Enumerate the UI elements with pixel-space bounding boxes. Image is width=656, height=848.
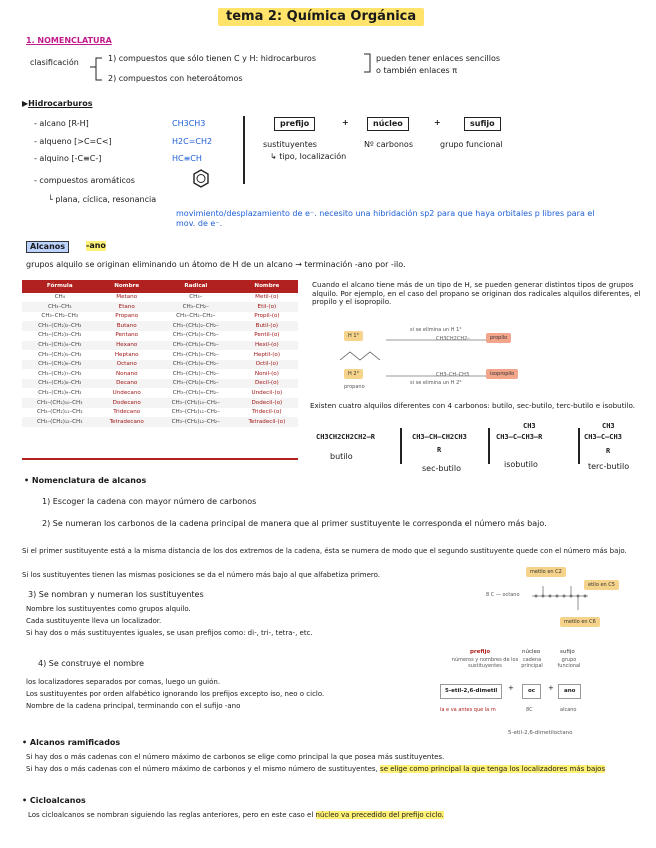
table-row bbox=[22, 369, 298, 379]
table-row bbox=[22, 302, 298, 312]
section-heading-nomenclatura: 1. NOMENCLATURA bbox=[26, 36, 112, 45]
divider-line bbox=[243, 116, 245, 184]
table-cell: Etano bbox=[98, 302, 156, 312]
octane-chain-icon bbox=[530, 582, 590, 618]
isopropilo-formula: CH3–CH–CH3 bbox=[436, 372, 470, 378]
ramificados-line-2b: se elige como principal la que tenga los localizadores más bajos bbox=[380, 765, 606, 773]
nd-box-sufijo: ano bbox=[558, 684, 581, 699]
classif-label: clasificación bbox=[30, 58, 79, 67]
hidrocarburos-label: Hidrocarburos bbox=[28, 99, 93, 108]
table-cell: CH₃–(CH₂)₃–CH₃ bbox=[38, 332, 82, 339]
table-row bbox=[22, 321, 298, 331]
table-cell: Dodecil-(o) bbox=[236, 398, 298, 408]
table-cell: CH₃– bbox=[189, 294, 203, 301]
table-cell: Pentano bbox=[115, 332, 139, 339]
step-3-note-1: Nombre los sustituyentes como grupos alquilo. bbox=[26, 605, 191, 613]
propilo-tag: propilo bbox=[486, 333, 511, 343]
table-cell: Decano bbox=[98, 379, 156, 389]
table-cell: Tetradecil-(o) bbox=[236, 417, 298, 427]
table-cell: Tridecano bbox=[113, 409, 141, 416]
table-cell: CH₃–(CH₂)₄–CH₂– bbox=[156, 341, 236, 351]
table-row bbox=[22, 388, 298, 398]
table-body bbox=[22, 293, 298, 427]
nd-prefijo: prefijo bbox=[470, 649, 491, 655]
table-header-cell: Nombre bbox=[98, 280, 156, 293]
butyl-divider-1 bbox=[400, 428, 402, 464]
aromaticos-note: movimiento/desplazamiento de e⁻. necesito una hibridación sp2 para que haya orbitales p libres para el mov. de e⁻. bbox=[176, 209, 595, 228]
etilo-c5-tag: etilo en C5 bbox=[584, 580, 619, 590]
nd-nucleo: núcleo bbox=[522, 649, 541, 655]
nd-sufijo: sufijo bbox=[560, 649, 575, 655]
table-cell: CH₄ bbox=[54, 294, 65, 301]
step-4: 4) Se construye el nombre bbox=[38, 659, 145, 668]
step-3: 3) Se nombran y numeran los sustituyentes bbox=[28, 590, 204, 599]
table-cell: CH₃–(CH₂)₁₁–CH₂– bbox=[171, 409, 220, 416]
cicloalcanos-line bbox=[28, 811, 648, 819]
nd-prefijo-sub: números y nombres de los sustituyentes bbox=[451, 657, 519, 669]
table-header-cell: Radical bbox=[156, 280, 236, 293]
ramificados-heading: • Alcanos ramificados bbox=[22, 738, 121, 747]
table-cell: CH₃–(CH₂)₈–CH₂– bbox=[156, 379, 236, 389]
table-row bbox=[22, 398, 298, 408]
nd-note-le: la e va antes que la m bbox=[440, 707, 496, 713]
terc-butilo-formula: CH3–C–CH3 bbox=[584, 433, 622, 441]
table-row bbox=[22, 312, 298, 322]
table-cell: Heptil-(o) bbox=[253, 351, 281, 358]
butyl-divider-3 bbox=[578, 428, 580, 464]
alquino-example: HC≡CH bbox=[172, 154, 202, 163]
terc-butilo-r: R bbox=[606, 447, 611, 455]
table-cell: CH₃–(CH₂)₅–CH₂– bbox=[172, 351, 219, 358]
table-cell: CH₃–(CH₂)₁₀–CH₃ bbox=[22, 398, 98, 408]
table-row bbox=[22, 408, 298, 418]
sec-butilo-name: sec-butilo bbox=[422, 464, 461, 473]
prefijo-desc-2: ↳ tipo, localización bbox=[270, 152, 347, 161]
step-2-note-2: Si los sustituyentes tienen las mismas posiciones se da el número más bajo al que alfabetiza primero. bbox=[22, 571, 381, 579]
table-cell: CH₃–CH₃ bbox=[22, 302, 98, 312]
h1-tag: H 1° bbox=[344, 331, 363, 341]
nucleo-desc: Nº carbonos bbox=[364, 140, 413, 149]
butilo-name: butilo bbox=[330, 452, 353, 461]
nd-note-8c: 8C bbox=[526, 707, 533, 713]
alcanos-table bbox=[22, 280, 298, 427]
table-bottom-rule bbox=[22, 458, 298, 460]
elim-h2-text: si se elimina un H 2° bbox=[410, 380, 462, 386]
table-cell: CH₃–(CH₂)₇–CH₂– bbox=[172, 370, 219, 377]
sec-butilo-r: R bbox=[437, 446, 442, 454]
table-row bbox=[22, 341, 298, 351]
table-row bbox=[22, 331, 298, 341]
table-cell: CH₃–CH₂– bbox=[156, 302, 236, 312]
metilo-c6-tag: metilo en C6 bbox=[560, 617, 600, 627]
grupos-alquilo-text: grupos alquilo se originan eliminando un átomo de H de un alcano → terminación -ano por -ilo. bbox=[26, 260, 406, 269]
table-header-row bbox=[22, 280, 298, 293]
alqueno-example: H2C=CH2 bbox=[172, 137, 213, 146]
table-cell: Metil-(o) bbox=[255, 294, 279, 301]
table-cell: CH₃–(CH₂)₆–CH₂– bbox=[156, 360, 236, 370]
isobutilo-formula: CH3–C–CH3–R bbox=[496, 433, 543, 441]
table-cell: CH₃–CH₂–CH₂– bbox=[176, 313, 216, 320]
step-1: 1) Escoger la cadena con mayor número de carbonos bbox=[42, 497, 257, 506]
table-header-cell: Nombre bbox=[236, 280, 298, 293]
table-row bbox=[22, 350, 298, 360]
terc-butilo-ch3: CH3 bbox=[602, 422, 615, 430]
nucleo-box: núcleo bbox=[367, 117, 409, 131]
table-row bbox=[22, 417, 298, 427]
table-cell: Nonano bbox=[115, 370, 138, 377]
ramificados-line-2a: Si hay dos o más cadenas con el número máximo de carbonos y el mismo número de sustituyentes, bbox=[26, 765, 378, 773]
table-cell: CH₃–(CH₂)₅–CH₃ bbox=[38, 351, 82, 358]
alquino-line: - alquino [-C≡C-] bbox=[34, 154, 102, 163]
nomenclatura-alcanos-heading: • Nomenclatura de alcanos bbox=[24, 476, 147, 485]
table-cell: CH₃–(CH₂)₄–CH₃ bbox=[22, 341, 98, 351]
table-cell: Propano bbox=[115, 313, 139, 320]
table-cell: CH₃–(CH₂)₁₁–CH₃ bbox=[37, 409, 83, 416]
table-cell: Undecano bbox=[112, 389, 141, 396]
table-cell: CH₃–(CH₂)₃–CH₂– bbox=[172, 332, 219, 339]
page-title: tema 2: Química Orgánica bbox=[218, 8, 424, 26]
table-cell: CH₃–(CH₂)₂–CH₃ bbox=[22, 321, 98, 331]
ramificados-line-1: Si hay dos o más cadenas con el número máximo de carbonos se elige como principal la que posea más sustituyentes. bbox=[26, 753, 445, 761]
table-cell: Propil-(o) bbox=[254, 313, 280, 320]
sufijo-desc: grupo funcional bbox=[440, 140, 503, 149]
cicloalcanos-line-b: núcleo va precedido del prefijo ciclo. bbox=[315, 811, 444, 819]
propano-label: propano bbox=[344, 384, 365, 390]
nd-result: 5-etil-2,6-dimetiloctano bbox=[508, 730, 573, 736]
plus-sign-2: + bbox=[434, 118, 441, 127]
note-enlaces-2: o también enlaces π bbox=[376, 66, 458, 75]
nd-box-prefijo: 5-etil-2,6-dimetil bbox=[440, 684, 502, 699]
prefijo-box: prefijo bbox=[274, 117, 315, 131]
alcanos-label: Alcanos bbox=[26, 241, 69, 253]
nd-plus-1: + bbox=[508, 684, 514, 692]
sufijo-box: sufijo bbox=[464, 117, 501, 131]
aromaticos-sub-text: plana, cíclica, resonancia bbox=[55, 195, 157, 204]
table-row bbox=[22, 293, 298, 303]
cicloalcanos-line-a: Los cicloalcanos se nombran siguiendo las reglas anteriores, pero en este caso el bbox=[28, 811, 314, 819]
table-cell: Undecil-(o) bbox=[251, 389, 283, 396]
table-cell: Etil-(o) bbox=[236, 302, 298, 312]
classif-branch-1: 1) compuestos que sólo tienen C y H: hidrocarburos bbox=[108, 54, 316, 63]
prefijo-desc-1: sustituyentes bbox=[263, 140, 317, 149]
step-4-note-2: Los sustituyentes por orden alfabético ignorando los prefijos excepto iso, neo o ciclo. bbox=[26, 690, 325, 698]
step-4-note-3: Nombre de la cadena principal, terminando con el sufijo -ano bbox=[26, 702, 241, 710]
table-cell: Butil-(o) bbox=[236, 321, 298, 331]
table-cell: CH₃–(CH₂)₁₂–CH₃ bbox=[22, 417, 98, 427]
table-cell: Octil-(o) bbox=[236, 360, 298, 370]
table-cell: Hexil-(o) bbox=[236, 341, 298, 351]
section-heading-hidrocarburos: ▶Hidrocarburos bbox=[22, 99, 93, 108]
table-cell: Dodecano bbox=[98, 398, 156, 408]
table-cell: Tridecil-(o) bbox=[252, 409, 282, 416]
nd-sufijo-sub: grupo funcional bbox=[557, 657, 581, 669]
elim-h1-text: si se elimina un H 1° bbox=[410, 327, 462, 333]
bracket-icon bbox=[90, 55, 110, 85]
table-cell: CH₃–(CH₂)₉–CH₃ bbox=[38, 389, 82, 396]
step-3-note-2: Cada sustituyente lleva un localizador. bbox=[26, 617, 162, 625]
butilo-formula: CH3CH2CH2CH2–R bbox=[316, 433, 376, 441]
h2-tag: H 2° bbox=[344, 369, 363, 379]
benzene-ring-icon bbox=[192, 169, 210, 189]
ramificados-line-2 bbox=[26, 765, 652, 773]
terc-butilo-name: terc-butilo bbox=[588, 462, 630, 471]
metilo-c2-tag: metilo en C2 bbox=[526, 567, 566, 577]
table-cell: CH₃–(CH₂)₁₀–CH₂– bbox=[156, 398, 236, 408]
sec-butilo-formula: CH3–CH–CH2CH3 bbox=[412, 433, 467, 441]
isobutilo-ch3: CH3 bbox=[523, 422, 536, 430]
table-header-cell: Fórmula bbox=[22, 280, 98, 293]
table-cell: Hexano bbox=[98, 341, 156, 351]
classif-branch-2: 2) compuestos con heteroátomos bbox=[108, 74, 243, 83]
isobutilo-name: isobutilo bbox=[504, 460, 538, 469]
cicloalcanos-heading: • Cicloalcanos bbox=[22, 796, 86, 805]
alcanos-suffix: -ano bbox=[86, 241, 106, 250]
table-cell: CH₃–(CH₂)₉–CH₂– bbox=[172, 389, 219, 396]
octano-chain-label: 8 C — octano bbox=[486, 592, 520, 598]
nd-plus-2: + bbox=[548, 684, 554, 692]
table-cell: Octano bbox=[98, 360, 156, 370]
table-cell: CH₃–(CH₂)₇–CH₃ bbox=[38, 370, 82, 377]
table-cell: CH₃–(CH₂)₆–CH₃ bbox=[22, 360, 98, 370]
step-2-note-1: Si el primer sustituyente está a la misma distancia de los dos extremos de la cadena, ésta se numera de modo que el segundo sustituyente quede con el número más bajo. bbox=[22, 547, 627, 555]
aromaticos-sub: └ plana, cíclica, resonancia bbox=[48, 195, 157, 204]
alcano-example: CH3CH3 bbox=[172, 119, 206, 128]
step-4-note-1: los localizadores separados por comas, luego un guión. bbox=[26, 678, 221, 686]
table-cell: CH₃–(CH₂)₁₂–CH₂– bbox=[156, 417, 236, 427]
alcano-line: - alcano [R-H] bbox=[34, 119, 89, 128]
table-row bbox=[22, 379, 298, 389]
table-cell: Metano bbox=[116, 294, 138, 301]
isopropilo-tag: isopropilo bbox=[486, 369, 518, 379]
table-cell: Butano bbox=[98, 321, 156, 331]
nd-nucleo-sub: cadena principal bbox=[521, 657, 543, 669]
propano-molecule-icon bbox=[334, 340, 386, 372]
aromaticos-line: - compuestos aromáticos bbox=[34, 176, 135, 185]
table-cell: Tetradecano bbox=[98, 417, 156, 427]
step-2: 2) Se numeran los carbonos de la cadena principal de manera que al primer sustituyente le corresponda el número más bajo. bbox=[42, 519, 547, 528]
table-cell: Heptano bbox=[114, 351, 139, 358]
table-cell: Decil-(o) bbox=[236, 379, 298, 389]
step-3-note-3: Si hay dos o más sustituyentes iguales, se usan prefijos como: di-, tri-, tetra-, etc. bbox=[26, 629, 313, 637]
note-enlaces-1: pueden tener enlaces sencillos bbox=[376, 54, 501, 63]
table-cell: CH₃–(CH₂)₈–CH₃ bbox=[22, 379, 98, 389]
propilo-formula: CH3CH2CH2– bbox=[436, 336, 470, 342]
table-cell: CH₃–CH₂–CH₃ bbox=[41, 313, 79, 320]
plus-sign-1: + bbox=[342, 118, 349, 127]
alqueno-line: - alqueno [>C=C<] bbox=[34, 137, 112, 146]
propano-text: Cuando el alcano tiene más de un tipo de H, se pueden generar distintos tipos de grupos alquilo. Por ejemplo, en el caso del propano se originan dos radicales alquilos diferentes, el propilo y el isopropilo. bbox=[312, 280, 641, 307]
nd-box-nucleo: oc bbox=[522, 684, 541, 699]
nd-note-alcano: alcano bbox=[560, 707, 577, 713]
cuatro-alquilos-text: Existen cuatro alquilos diferentes con 4 carbonos: butilo, sec-butilo, terc-butilo e isobutilo. bbox=[310, 401, 636, 410]
prefijo-desc-2-text: tipo, localización bbox=[279, 152, 347, 161]
table-cell: CH₃–(CH₂)₂–CH₂– bbox=[156, 321, 236, 331]
table-row bbox=[22, 360, 298, 370]
butyl-divider-2 bbox=[488, 428, 490, 464]
table-cell: Nonil-(o) bbox=[254, 370, 279, 377]
table-cell: Pentil-(o) bbox=[254, 332, 280, 339]
